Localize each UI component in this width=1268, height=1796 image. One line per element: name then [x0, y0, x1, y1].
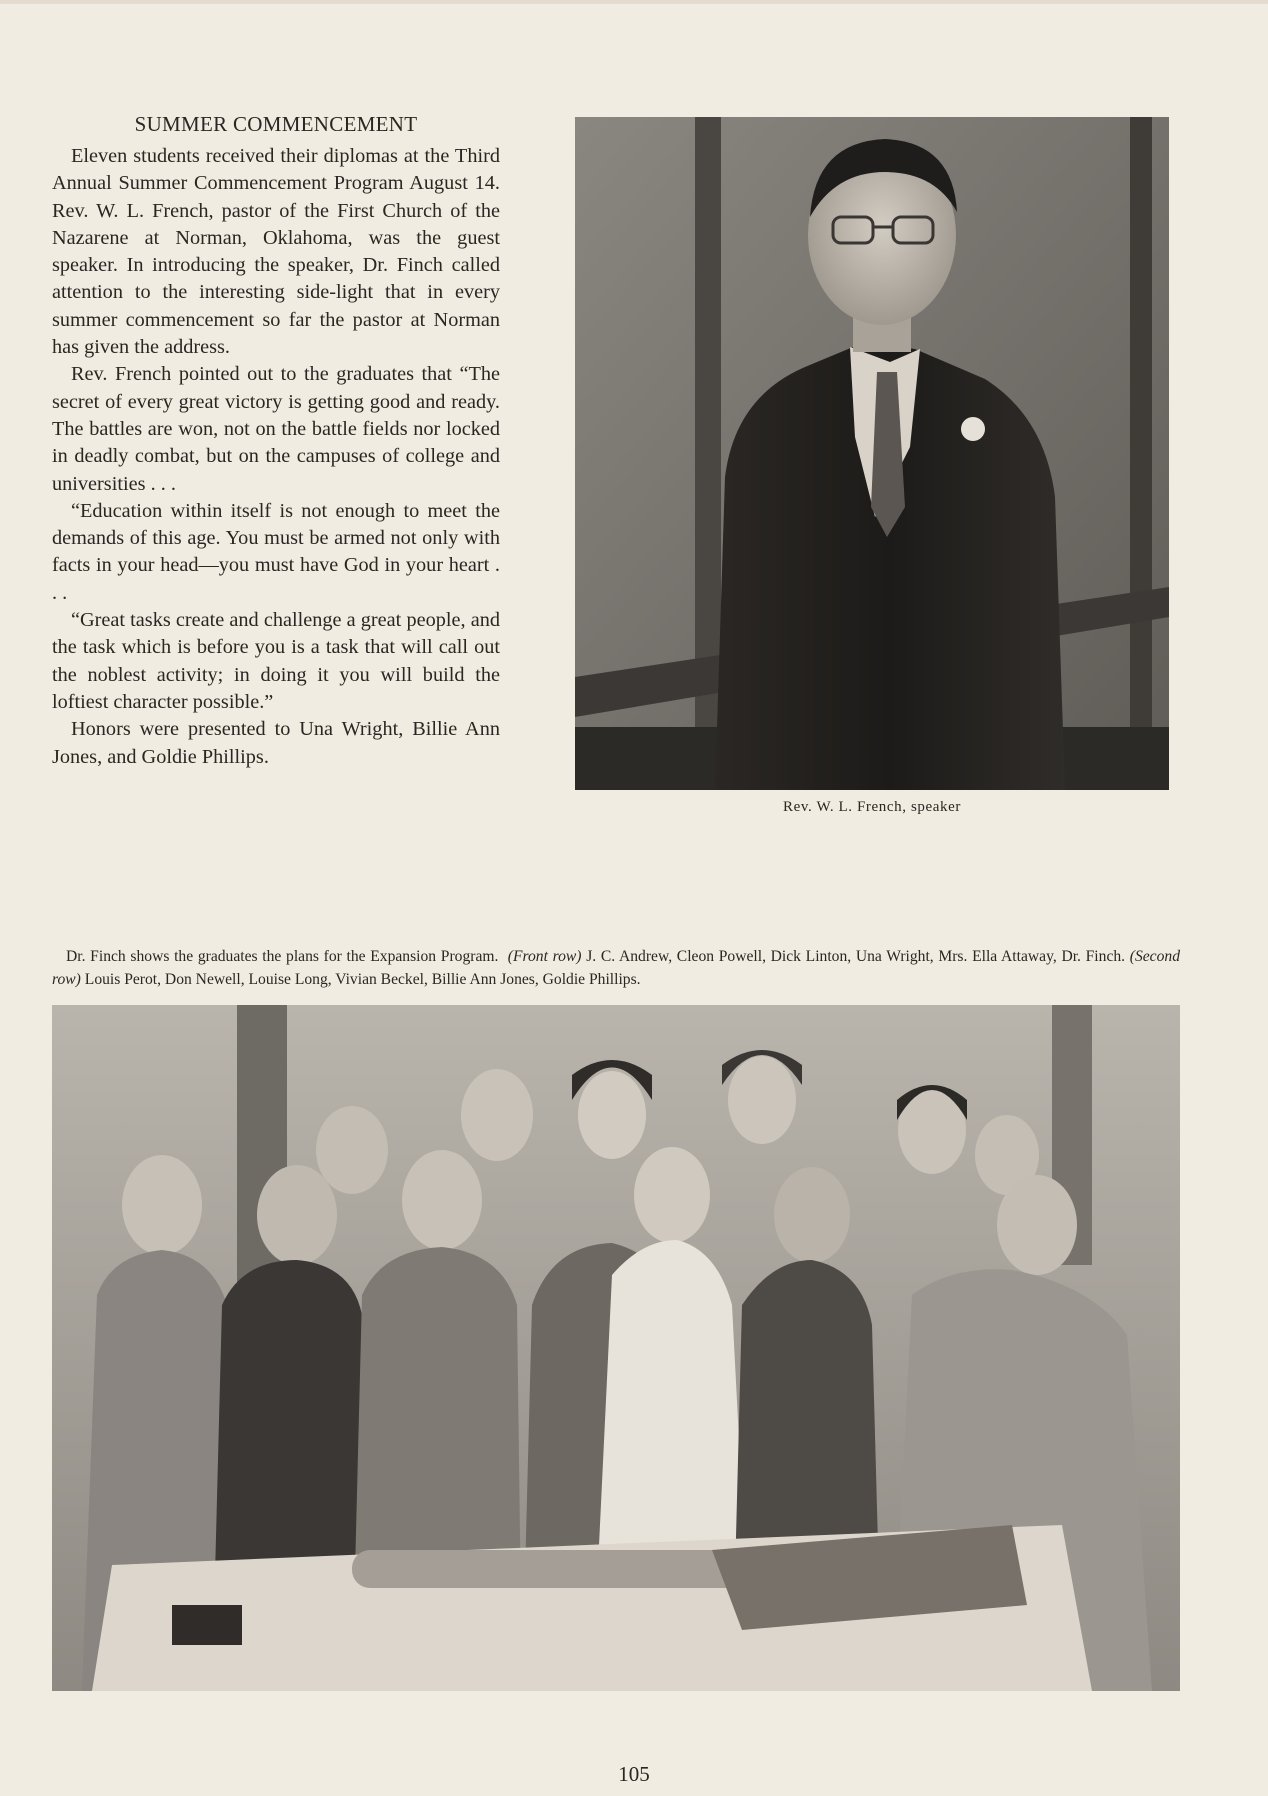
group-photo — [52, 1005, 1180, 1691]
group-photo-caption — [52, 945, 1180, 991]
second-row-label: (Second row) — [52, 948, 1180, 988]
front-row-label: (Front row) — [507, 948, 582, 965]
article-heading: SUMMER COMMENCEMENT — [134, 112, 418, 136]
article-paragraph: Honors were presented to Una Wright, Billie Ann Jones, and Goldie Phillips. — [52, 718, 500, 768]
article — [52, 112, 500, 771]
article-paragraph: “Great tasks create and challenge a great people, and the task which is before you is a task that will call out the noblest activity; in doing it you will build the loftiest character possible.” — [52, 609, 500, 713]
article-paragraph: Eleven students received their diplomas at the Third Annual Summer Commencement Program August 14. Rev. W. L. French, pastor of the First Church of the Nazarene at Norman, Oklahoma, was the guest speaker. In introducing the speaker, Dr. Finch called attention to the interesting side-light that in every summer commencement so far the pastor at Norman has given the address. — [52, 145, 500, 359]
page-number: 105 — [618, 1762, 650, 1786]
article-paragraph: “Education within itself is not enough to meet the demands of this age. You must be armed not only with facts in your head—you must have God in your heart . . . — [52, 499, 500, 604]
speaker-photo — [575, 117, 1169, 790]
page-edge — [0, 0, 1268, 4]
second-row-names: Louis Perot, Don Newell, Louise Long, Vivian Beckel, Billie Ann Jones, Goldie Phillips. — [84, 971, 641, 988]
speaker-photo-caption: Rev. W. L. French, speaker — [783, 799, 961, 815]
article-paragraph: Rev. French pointed out to the graduates that “The secret of every great victory is getting good and ready. The battles are won, not on the battle fields nor locked in deadly combat, but on the campuses of college and universities . . . — [52, 363, 500, 495]
front-row-names: J. C. Andrew, Cleon Powell, Dick Linton, Una Wright, Mrs. Ella Attaway, Dr. Finch. — [586, 948, 1126, 965]
caption-lead: Dr. Finch shows the graduates the plans for the Expansion Program. — [66, 948, 499, 965]
